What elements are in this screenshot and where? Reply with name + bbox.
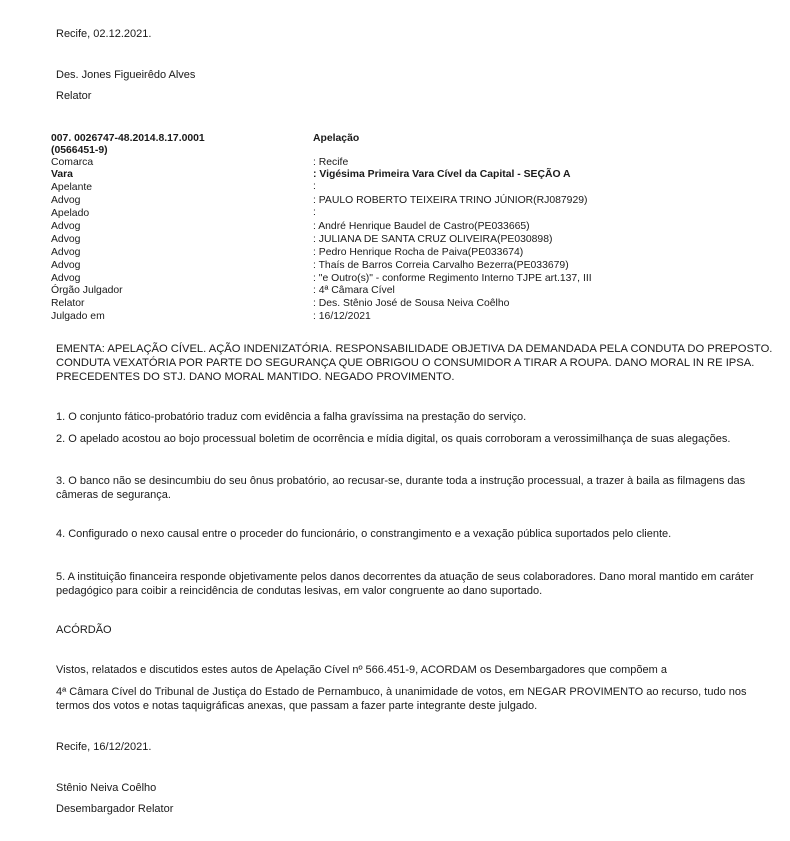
- header-place-date: Recife, 02.12.2021.: [56, 28, 152, 40]
- meta-value-advog: : "e Outro(s)" - conforme Regimento Interno TJPE art.137, III: [313, 273, 592, 284]
- case-type: Apelação: [313, 133, 360, 144]
- footer-place-date: Recife, 16/12/2021.: [56, 741, 152, 753]
- meta-value-advog: : Thaís de Barros Correia Carvalho Bezerra(PE033679): [313, 260, 569, 271]
- meta-label-comarca: Comarca: [51, 157, 94, 168]
- meta-value-comarca: : Recife: [313, 157, 349, 168]
- acordao-paragraph-2-line-1: 4ª Câmara Cível do Tribunal de Justiça do Estado de Pernambuco, à unanimidade de votos, em NEGAR PROVIMENTO ao recurso, tudo nos: [56, 686, 747, 698]
- meta-label-apelante: Apelante: [51, 182, 93, 193]
- footer-signer-role: Desembargador Relator: [56, 803, 174, 815]
- header-signer-name: Des. Jones Figueirêdo Alves: [56, 69, 196, 81]
- item-4: 4. Configurado o nexo causal entre o proceder do funcionário, o constrangimento e a vexação pública suportados pelo cliente.: [56, 528, 672, 540]
- meta-value-relator: : Des. Stênio José de Sousa Neiva Coêlho: [313, 298, 510, 309]
- item-3-line-2: câmeras de segurança.: [56, 489, 171, 501]
- meta-label-advog: Advog: [51, 273, 81, 284]
- meta-label-advog: Advog: [51, 260, 81, 271]
- header-signer-role: Relator: [56, 90, 92, 102]
- meta-label-julgado-em: Julgado em: [51, 311, 105, 322]
- case-number: 007. 0026747-48.2014.8.17.0001: [51, 133, 205, 144]
- meta-label-relator: Relator: [51, 298, 85, 309]
- item-5-line-2: pedagógico para coibir a reincidência de condutas lesivas, em valor congruente ao dano suportado.: [56, 585, 543, 597]
- item-3-line-1: 3. O banco não se desincumbiu do seu ônus probatório, ao recusar-se, durante toda a instrução processual, a trazer à baila as filmagens das: [56, 475, 746, 487]
- meta-value-advog: : PAULO ROBERTO TEIXEIRA TRINO JÚNIOR(RJ087929): [313, 195, 588, 206]
- acordao-paragraph-1: Vistos, relatados e discutidos estes autos de Apelação Cível nº 566.451-9, ACORDAM os Desembargadores que compõem a: [56, 664, 667, 676]
- ementa-line: EMENTA: APELAÇÃO CÍVEL. AÇÃO INDENIZATÓRIA. RESPONSABILIDADE OBJETIVA DA DEMANDADA PELA CONDUTA DO PREPOSTO.: [56, 343, 773, 355]
- meta-value-apelado: :: [313, 207, 316, 218]
- meta-label-advog: Advog: [51, 247, 81, 258]
- footer-signer-name: Stênio Neiva Coêlho: [56, 782, 157, 794]
- meta-value-julgado-em: : 16/12/2021: [313, 311, 371, 322]
- case-number-old: (0566451-9): [51, 145, 108, 156]
- meta-label-advog: Advog: [51, 234, 81, 245]
- meta-label-vara: Vara: [51, 169, 73, 180]
- meta-value-vara: : Vigésima Primeira Vara Cível da Capital - SEÇÃO A: [313, 169, 571, 180]
- meta-label-advog: Advog: [51, 195, 81, 206]
- meta-value-advog: : Pedro Henrique Rocha de Paiva(PE033674): [313, 247, 524, 258]
- acordao-heading: ACÓRDÃO: [56, 624, 112, 636]
- item-2: 2. O apelado acostou ao bojo processual boletim de ocorrência e mídia digital, os quais corroboram a verossimilhança de suas alegações.: [56, 433, 731, 445]
- ementa-line: CONDUTA VEXATÓRIA POR PARTE DO SEGURANÇA QUE OBRIGOU O CONSUMIDOR A TIRAR A ROUPA. DANO MORAL IN RE IPSA.: [56, 357, 755, 369]
- meta-value-orgao-julgador: : 4ª Câmara Cível: [313, 285, 395, 296]
- meta-label-orgao-julgador: Órgão Julgador: [51, 285, 123, 296]
- meta-label-apelado: Apelado: [51, 208, 90, 219]
- meta-value-advog: : JULIANA DE SANTA CRUZ OLIVEIRA(PE030898): [313, 234, 553, 245]
- meta-value-apelante: :: [313, 181, 316, 192]
- item-5-line-1: 5. A instituição financeira responde objetivamente pelos danos decorrentes da atuação de seus colaboradores. Dano moral mantido em caráter: [56, 571, 754, 583]
- meta-label-advog: Advog: [51, 221, 81, 232]
- ementa-line: PRECEDENTES DO STJ. DANO MORAL MANTIDO. NEGADO PROVIMENTO.: [56, 371, 455, 383]
- acordao-paragraph-2-line-2: termos dos votos e notas taquigráficas anexas, que passam a fazer parte integrante deste julgado.: [56, 700, 538, 712]
- item-1: 1. O conjunto fático-probatório traduz com evidência a falha gravíssima na prestação do serviço.: [56, 411, 527, 423]
- meta-value-advog: : André Henrique Baudel de Castro(PE033665): [313, 221, 530, 232]
